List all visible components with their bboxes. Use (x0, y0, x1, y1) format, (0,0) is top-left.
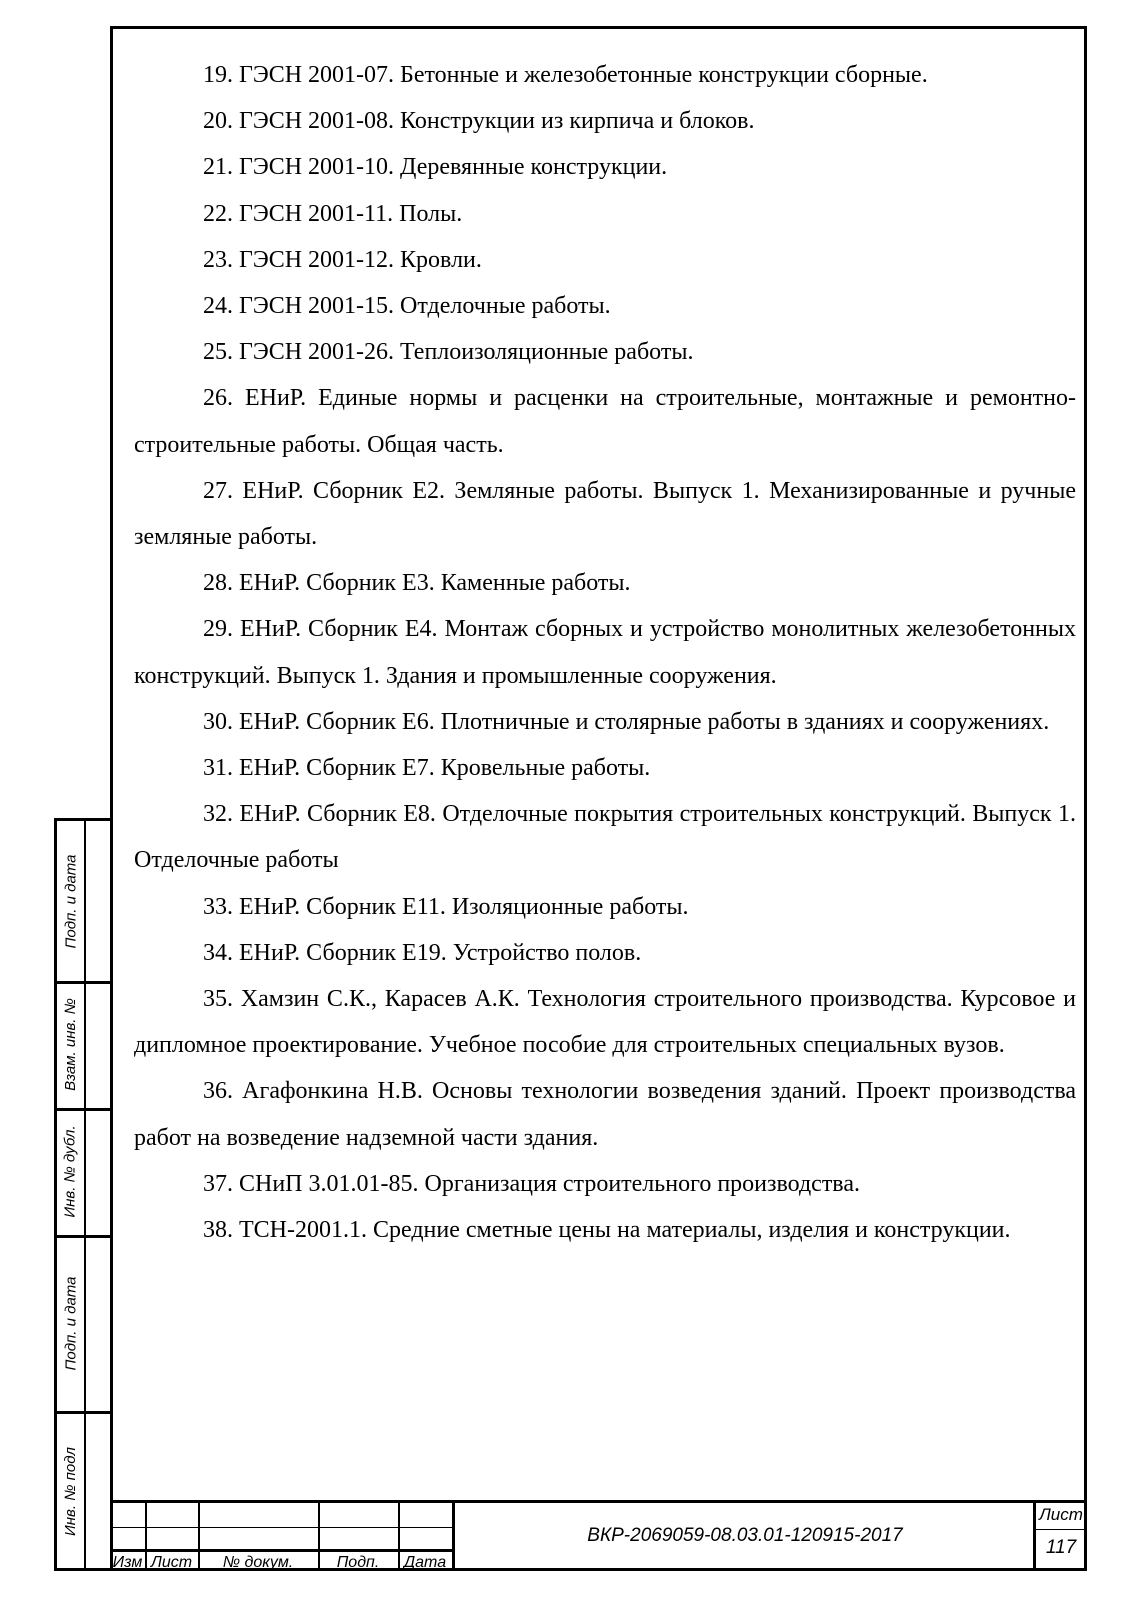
col-doc-label: № докум. (222, 1554, 294, 1571)
col-change-label: Изм (112, 1554, 143, 1571)
reference-item: 26. ЕНиР. Единые нормы и расценки на строительные, монтажные и ремонтно-строительные работы. Общая часть. (134, 385, 1076, 458)
col-sign-label: Подп. (336, 1554, 380, 1571)
reference-item: 20. ГЭСН 2001-08. Конструкции из кирпича и блоков. (203, 108, 755, 135)
reference-item: 19. ГЭСН 2001-07. Бетонные и железобетонные конструкции сборные. (203, 62, 928, 88)
side-label-sign-date-bottom: Подп. и дата (62, 1276, 79, 1370)
reference-item: 38. ТСН-2001.1. Средние сметные цены на материалы, изделия и конструкции. (203, 1217, 1011, 1244)
reference-item: 30. ЕНиР. Сборник Е6. Плотничные и столярные работы в зданиях и сооружениях. (203, 708, 1050, 735)
side-label-dup-inv: Инв. № дубл. (62, 1125, 79, 1218)
reference-item: 32. ЕНиР. Сборник Е8. Отделочные покрытия строительных конструкций. Выпуск 1. Отделочные работы (134, 801, 1076, 874)
reference-item: 29. ЕНиР. Сборник Е4. Монтаж сборных и устройство монолитных железобетонных конструкций. Выпуск 1. Здания и промышленные сооружения. (134, 616, 1076, 689)
col-sheet-label: Лист (150, 1554, 193, 1571)
sheet-number: 117 (1045, 1537, 1077, 1558)
reference-item: 22. ГЭСН 2001-11. Полы. (203, 200, 463, 227)
side-stamp (54, 818, 110, 1571)
reference-item: 33. ЕНиР. Сборник Е11. Изоляционные работы. (203, 893, 689, 920)
reference-item: 24. ГЭСН 2001-15. Отделочные работы. (203, 293, 611, 320)
reference-item: 35. Хамзин С.К., Карасев А.К. Технология строительного производства. Курсовое и дипломное проектирование. Учебное пособие для строительных специальных вузов. (134, 986, 1076, 1059)
reference-item: 28. ЕНиР. Сборник Е3. Каменные работы. (203, 570, 631, 597)
title-block (110, 1500, 1087, 1571)
reference-item: 23. ГЭСН 2001-12. Кровли. (203, 246, 482, 273)
side-label-swap-inv: Взам. инв. № (62, 998, 79, 1091)
reference-item: 37. СНиП 3.01.01-85. Организация строительного производства. (203, 1170, 860, 1197)
col-date-label: Дата (403, 1554, 447, 1571)
reference-item: 25. ГЭСН 2001-26. Теплоизоляционные работы. (203, 339, 694, 366)
side-label-orig-inv: Инв. № подл (62, 1446, 80, 1536)
document-code: ВКР-2069059-08.03.01-120915-2017 (587, 1525, 903, 1546)
reference-list (134, 52, 1076, 1253)
side-label-sign-date-top: Подп. и дата (62, 854, 79, 948)
reference-item: 21. ГЭСН 2001-10. Деревянные конструкции. (203, 154, 668, 181)
reference-item: 34. ЕНиР. Сборник Е19. Устройство полов. (203, 939, 642, 966)
reference-item: 27. ЕНиР. Сборник Е2. Земляные работы. Выпуск 1. Механизированные и ручные земляные работы. (134, 477, 1076, 551)
reference-item: 31. ЕНиР. Сборник Е7. Кровельные работы. (203, 755, 651, 782)
sheet-label: Лист (1039, 1505, 1083, 1524)
reference-item: 36. Агафонкина Н.В. Основы технологии возведения зданий. Проект производства работ на возведение надземной части здания. (134, 1078, 1076, 1151)
